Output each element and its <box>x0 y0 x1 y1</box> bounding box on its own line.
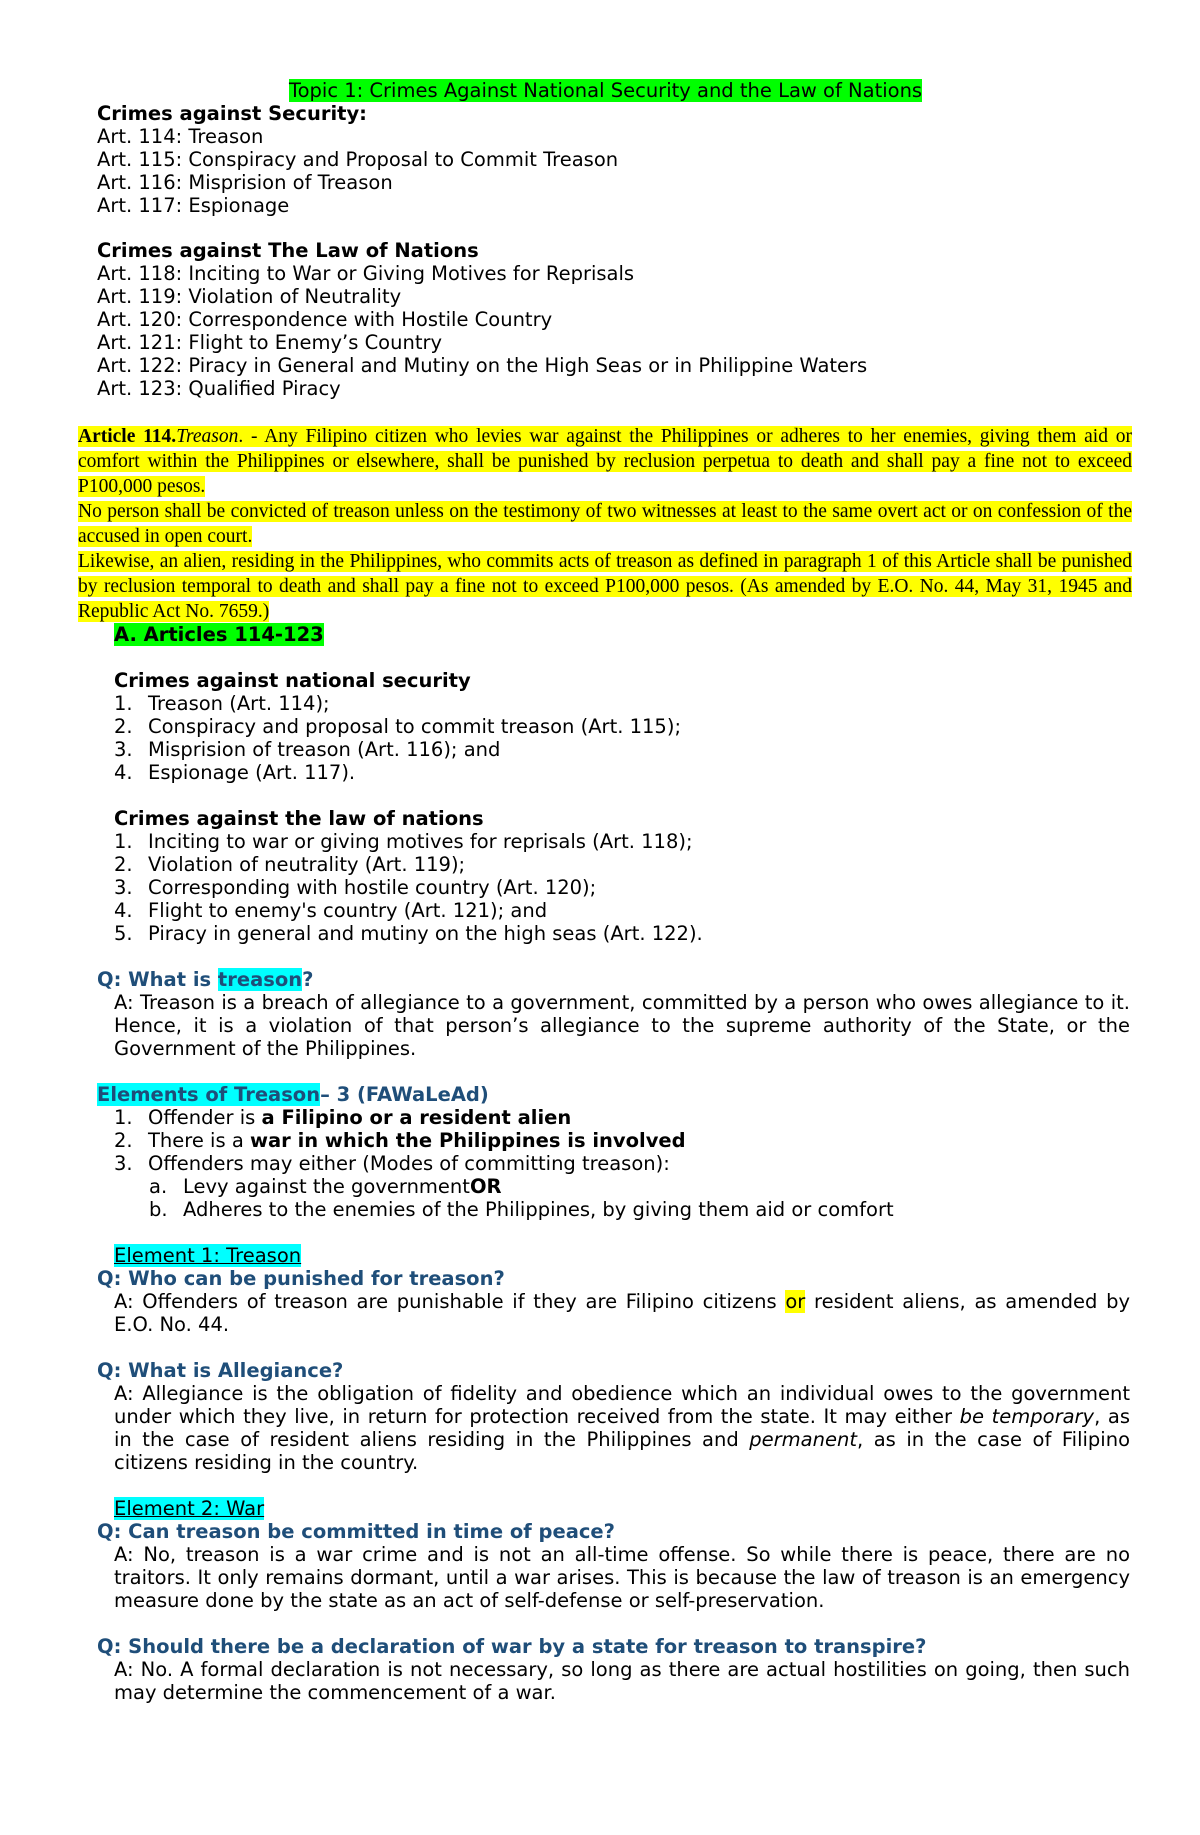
article-114-p2: No person shall be convicted of treason unless on the testimony of two witnesses at least to the same overt act or on confession of the accused in open court. <box>78 501 1132 547</box>
list-item: 2. Violation of neutrality (Art. 119); <box>114 853 466 876</box>
law-of-nations-heading: Crimes against the law of nations <box>114 807 484 830</box>
nations-item: Art. 123: Qualified Piracy <box>97 377 341 400</box>
list-item: 1. Treason (Art. 114); <box>114 692 330 715</box>
section-a-heading: A. Articles 114-123 <box>114 623 324 646</box>
article-114-p3: Likewise, an alien, residing in the Philippines, who commits acts of treason as defined in paragraph 1 of this Article shall be punished by reclusion temporal to death and shall pay a fine not to exceed P100,000 pesos. (As amended by E.O. No. 44, May 31, 1945 and Republic Act No. 7659.) <box>78 551 1132 622</box>
nations-heading: Crimes against The Law of Nations <box>97 239 479 262</box>
element-item: 3. Offenders may either (Modes of committing treason): <box>114 1152 670 1175</box>
security-item: Art. 114: Treason <box>97 125 264 148</box>
list-item: 5. Piracy in general and mutiny on the high seas (Art. 122). <box>114 922 703 945</box>
question-what-is-treason: Q: What is treason? <box>97 968 314 991</box>
element-item: 2. There is a war in which the Philippines is involved <box>114 1129 686 1152</box>
question-treason-in-peace: Q: Can treason be committed in time of peace? <box>97 1520 615 1543</box>
element-subitem: a. Levy against the governmentOR <box>149 1175 502 1198</box>
element-2-heading: Element 2: War <box>114 1497 265 1520</box>
list-item: 4. Espionage (Art. 117). <box>114 761 356 784</box>
nations-item: Art. 118: Inciting to War or Giving Motives for Reprisals <box>97 262 635 285</box>
element-1-heading: Element 1: Treason <box>114 1244 302 1267</box>
element-subitem: b. Adheres to the enemies of the Philippines, by giving them aid or comfort <box>149 1198 894 1221</box>
nations-item: Art. 119: Violation of Neutrality <box>97 285 402 308</box>
security-item: Art. 115: Conspiracy and Proposal to Commit Treason <box>97 148 619 171</box>
answer-what-is-allegiance: A: Allegiance is the obligation of fidelity and obedience which an individual owes to the government under which they live, in return for protection received from the state. It may either be temporary, as in the case of resident aliens residing in the Philippines and permanent, as in the case of Filipino citizens residing in the country. <box>114 1382 1130 1474</box>
document-title: Topic 1: Crimes Against National Security and the Law of Nations <box>289 79 923 102</box>
question-declaration-of-war: Q: Should there be a declaration of war by a state for treason to transpire? <box>97 1635 927 1658</box>
list-item: 4. Flight to enemy's country (Art. 121); and <box>114 899 548 922</box>
security-item: Art. 116: Misprision of Treason <box>97 171 393 194</box>
answer-declaration-of-war: A: No. A formal declaration is not necessary, so long as there are actual hostilities on going, then such may determine the commencement of a war. <box>114 1658 1130 1704</box>
list-item: 3. Corresponding with hostile country (Art. 120); <box>114 876 597 899</box>
question-who-can-be-punished: Q: Who can be punished for treason? <box>97 1267 505 1290</box>
article-114-text <box>78 424 1132 624</box>
question-what-is-allegiance: Q: What is Allegiance? <box>97 1359 344 1382</box>
list-item: 1. Inciting to war or giving motives for reprisals (Art. 118); <box>114 830 693 853</box>
security-heading: Crimes against Security: <box>97 102 367 125</box>
nations-item: Art. 121: Flight to Enemy’s Country <box>97 331 443 354</box>
article-114-p1: Article 114.Treason. - Any Filipino citizen who levies war against the Philippines or adheres to her enemies, giving them aid or comfort within the Philippines or elsewhere, shall be punished by reclusion perpetua to death and shall pay a fine not to exceed P100,000 pesos. <box>78 426 1132 497</box>
security-item: Art. 117: Espionage <box>97 194 290 217</box>
answer-who-can-be-punished: A: Offenders of treason are punishable if they are Filipino citizens or resident aliens, as amended by E.O. No. 44. <box>114 1290 1130 1336</box>
element-item: 1. Offender is a Filipino or a resident alien <box>114 1106 572 1129</box>
answer-treason-in-peace: A: No, treason is a war crime and is not an all-time offense. So while there is peace, there are no traitors. It only remains dormant, until a war arises. This is because the law of treason is an emergency measure done by the state as an act of self-defense or self-preservation. <box>114 1543 1130 1612</box>
national-security-heading: Crimes against national security <box>114 669 471 692</box>
nations-item: Art. 120: Correspondence with Hostile Country <box>97 308 553 331</box>
list-item: 3. Misprision of treason (Art. 116); and <box>114 738 501 761</box>
nations-item: Art. 122: Piracy in General and Mutiny on the High Seas or in Philippine Waters <box>97 354 868 377</box>
answer-what-is-treason: A: Treason is a breach of allegiance to a government, committed by a person who owes allegiance to it. Hence, it is a violation of that person’s allegiance to the supreme authority of the State, or the Government of the Philippines. <box>114 991 1130 1060</box>
list-item: 2. Conspiracy and proposal to commit treason (Art. 115); <box>114 715 682 738</box>
elements-heading: Elements of Treason– 3 (FAWaLeAd) <box>97 1083 489 1106</box>
